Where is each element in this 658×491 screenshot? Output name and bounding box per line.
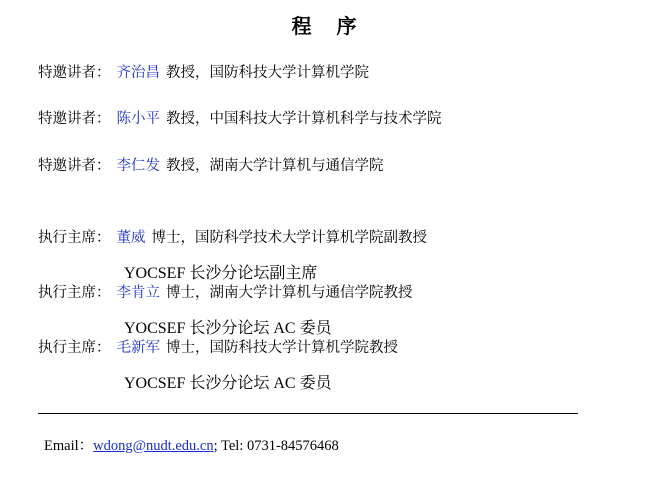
chair-subline: YOCSEF 长沙分论坛 AC 委员 — [124, 374, 332, 392]
speaker-role-label: 特邀讲者： — [38, 157, 111, 174]
chair-subline: YOCSEF 长沙分论坛副主席 — [124, 264, 318, 282]
document-body — [0, 63, 658, 393]
speaker-role-label: 特邀讲者： — [38, 65, 111, 81]
horizontal-divider — [38, 413, 578, 414]
chair-role-label: 执行主席： — [38, 339, 111, 356]
chair-block — [38, 228, 638, 283]
chair-name: 董威 — [116, 229, 146, 246]
chair-row — [38, 283, 638, 304]
speaker-affiliation: 教授，国防科技大学计算机学院 — [166, 65, 369, 81]
chair-block — [38, 283, 638, 338]
telephone-text: ; Tel: 0731-84576468 — [213, 437, 339, 454]
email-label: Email： — [44, 437, 94, 454]
chair-affiliation: 博士，国防科学技术大学计算机学院副教授 — [151, 229, 427, 246]
chair-row — [38, 338, 638, 359]
footer-contact — [0, 434, 658, 455]
speaker-name: 齐治昌 — [116, 65, 160, 81]
speaker-row — [38, 63, 638, 83]
chair-name: 李肯立 — [116, 284, 160, 301]
chair-affiliation: 博士，湖南大学计算机与通信学院教授 — [166, 284, 413, 301]
chair-role-label: 执行主席： — [38, 229, 111, 246]
page-title: 程 序 — [291, 16, 367, 38]
speaker-row — [38, 156, 638, 176]
chair-role-label: 执行主席： — [38, 284, 111, 301]
speaker-role-label: 特邀讲者： — [38, 111, 111, 128]
document-page — [0, 10, 658, 491]
chair-name: 毛新军 — [116, 339, 160, 356]
section-spacer — [38, 202, 638, 228]
chair-subline: YOCSEF 长沙分论坛 AC 委员 — [124, 319, 332, 337]
speaker-affiliation: 教授，中国科技大学计算机科学与技术学院 — [166, 111, 442, 128]
speaker-affiliation: 教授，湖南大学计算机与通信学院 — [166, 157, 384, 174]
email-link[interactable]: wdong@nudt.edu.cn — [93, 437, 214, 454]
chair-row — [38, 228, 638, 249]
speaker-row — [38, 109, 638, 129]
chair-affiliation: 博士，国防科技大学计算机学院教授 — [166, 339, 398, 356]
speaker-name: 陈小平 — [116, 111, 160, 128]
speaker-name: 李仁发 — [116, 157, 160, 174]
chair-block — [38, 338, 638, 393]
